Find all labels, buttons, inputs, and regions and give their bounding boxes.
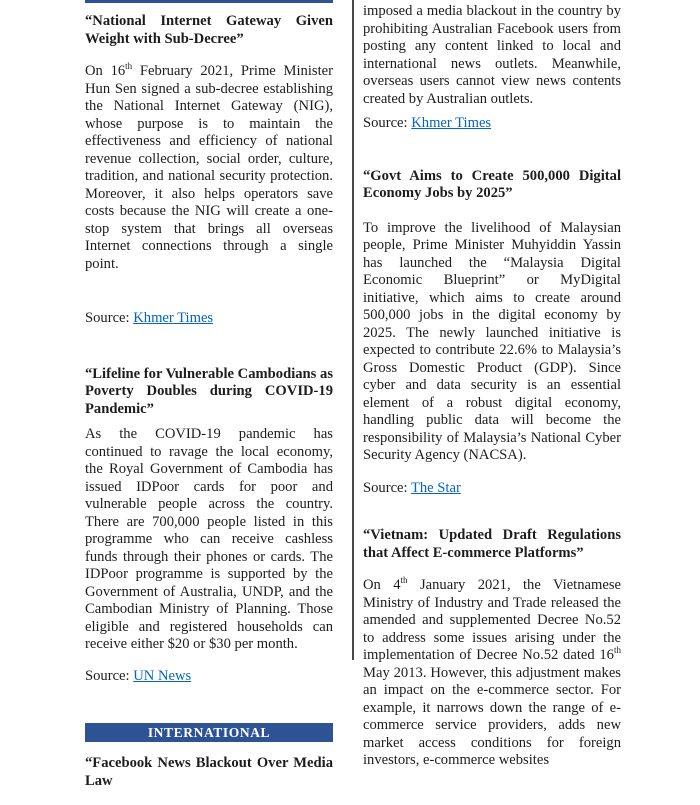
source-link-khmer-times[interactable]: Khmer Times (411, 115, 492, 131)
article-headline-national-internet-gateway: “National Internet Gateway Given Weight with Sub-Decree” (85, 13, 333, 47)
body-text-segment: As the COVID-19 pandemic has continued to ravage the local economy, the Royal Government of Cambodia has issued IDPoor cards for poor and vulnerable people across the country. There are 700,000 people listed in this programme who can receive cashless funds through their phones or cards. The IDPoor programme is supported by the Government of Australia, UNDP, and the Cambodian Ministry of Planning. Those eligible and registered households can receive either $20 or $30 per month. (85, 426, 333, 652)
ordinal-superscript: th (125, 61, 133, 72)
section-bar-remnant (85, 0, 333, 3)
body-text-segment: May 2013. However, this adjustment makes an impact on the e-commerce sector. For example, it narrows down the range of e-commerce service providers, adds new market access conditions for foreign investors, e-commerce websites (363, 664, 621, 768)
body-text-segment: January 2021, the Vietnamese Ministry of Industry and Trade released the amended and supplemented Decree No.52 to address some issues arising under the implementation of Decree No.52 dated 16 (363, 577, 621, 663)
source-label: Source: (363, 479, 411, 496)
source-line (363, 115, 621, 133)
ordinal-superscript: th (400, 575, 408, 586)
right-column (363, 0, 621, 770)
left-column (85, 0, 333, 805)
article-headline-lifeline-vulnerable-cambodians: “Lifeline for Vulnerable Cambodians as Poverty Doubles during COVID-19 Pandemic” (85, 365, 333, 417)
article-headline-facebook-news-blackout: “Facebook News Blackout Over Media Law (85, 755, 333, 789)
body-text-segment: imposed a media blackout in the country by prohibiting Australian Facebook users from posting any content linked to local and international news outlets. Meanwhile, overseas users cannot view news contents created by Australian outlets. (363, 3, 621, 107)
body-text-segment: On 16 (85, 63, 126, 79)
body-text-segment: On 4 (363, 577, 401, 593)
source-label: Source: (85, 667, 134, 684)
column-divider (352, 0, 354, 660)
section-header-international: INTERNATIONAL (85, 723, 333, 742)
body-text-segment: February 2021, Prime Minister Hun Sen signed a sub-decree establishing the National Internet Gateway (NIG), whose purpose is to maintain the effectiveness and efficiency of national revenue collection, social order, culture, tradition, and national security protection. Moreover, it also helps operators save costs because the NIG will create a one-stop system that brings all overseas Internet connections through a single point. (85, 63, 333, 272)
article-body-facebook-news-blackout-continued (363, 3, 621, 108)
ordinal-superscript: th (613, 645, 621, 656)
source-line (363, 480, 621, 498)
source-link-the-star[interactable]: The Star (410, 479, 461, 496)
source-label: Source: (85, 310, 134, 326)
source-link-un-news[interactable]: UN News (133, 667, 192, 684)
source-label: Source: (363, 115, 412, 131)
source-line (85, 668, 333, 686)
article-body-national-internet-gateway (85, 63, 333, 273)
source-line (85, 310, 333, 328)
article-headline-digital-economy-jobs: “Govt Aims to Create 500,000 Digital Economy Jobs by 2025” (363, 167, 621, 201)
article-body-vietnam-ecommerce-regulations (363, 577, 621, 770)
article-body-digital-economy-jobs (363, 220, 621, 465)
body-text-segment: To improve the livelihood of Malaysian people, Prime Minister Muhyiddin Yassin has launched the “Malaysia Digital Economic Blueprint” or MyDigital initiative, which aims to create around 500,000 jobs in the digital economy by 2025. The newly launched initiative is expected to contribute 22.6% to Malaysia’s Gross Domestic Product (GDP). Since cyber and data security is an essential element of a robust digital economy, handling public data will become the responsibility of Malaysia’s National Cyber Security Agency (NACSA). (363, 219, 621, 463)
source-link-khmer-times[interactable]: Khmer Times (133, 310, 214, 326)
article-body-lifeline-vulnerable-cambodians (85, 426, 333, 654)
article-headline-vietnam-ecommerce-regulations: “Vietnam: Updated Draft Regulations that Affect E-commerce Platforms” (363, 527, 621, 561)
